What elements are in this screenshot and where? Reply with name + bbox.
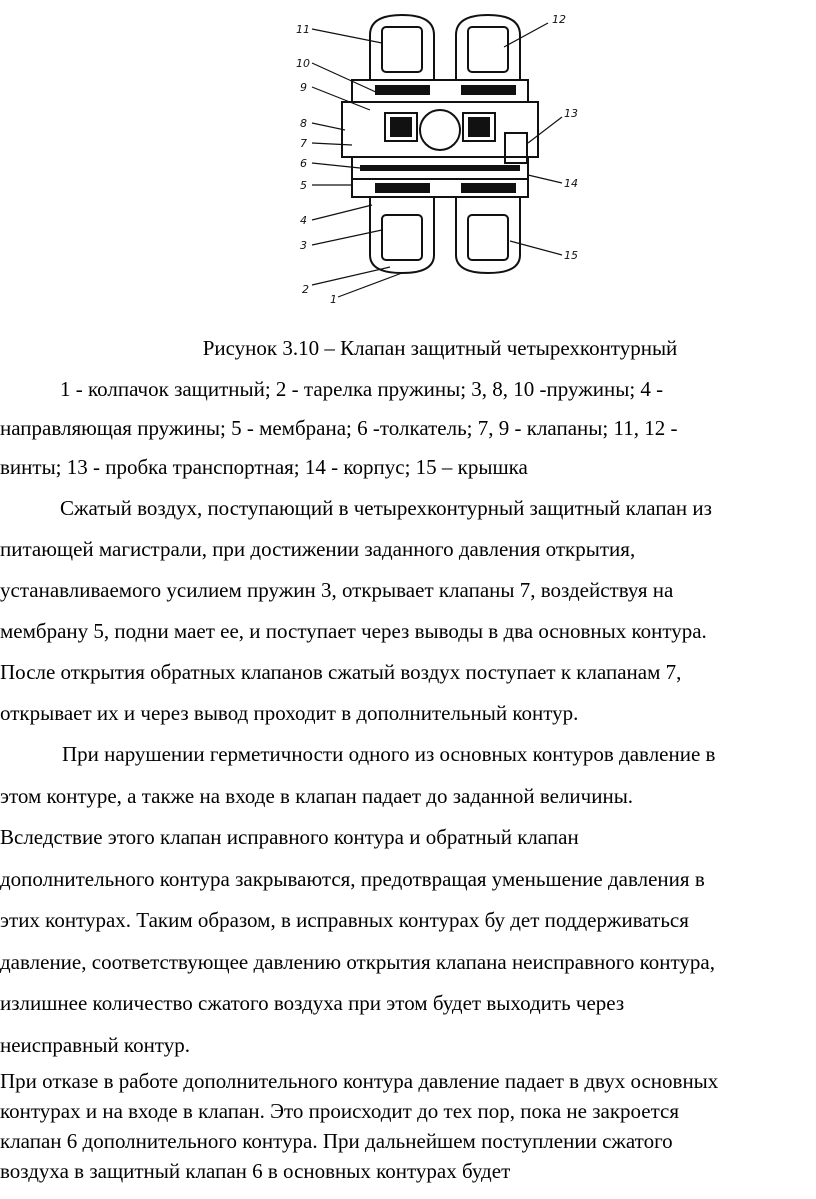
paragraph-1 <box>0 488 712 734</box>
text-line: неисправный контур. <box>0 1032 190 1057</box>
text-line: открывает их и через вывод проходит в дополнительный контур. <box>0 701 579 725</box>
text-line: этих контурах. Таким образом, в исправных контурах бу дет поддерживаться <box>0 908 689 932</box>
figure-label: 4 <box>300 214 307 227</box>
spring-top-right <box>468 27 508 72</box>
figure-label: 14 <box>564 177 578 190</box>
text-line: После открытия обратных клапанов сжатый воздух поступает к клапанам 7, <box>0 660 682 684</box>
text-line: излишнее количество сжатого воздуха при этом будет выходить через <box>0 991 625 1015</box>
text-line: Вследствие этого клапан исправного контура и обратный клапан <box>0 825 579 849</box>
text-line: питающей магистрали, при достижении заданного давления открытия, <box>0 537 636 561</box>
figure-label: 1 <box>330 293 337 305</box>
figure-label: 5 <box>300 179 307 192</box>
spring-top-left <box>382 27 422 72</box>
legend-line: 1 - колпачок защитный; 2 - тарелка пружины; 3, 8, 10 -пружины; 4 - <box>60 377 664 401</box>
figure-label: 11 <box>296 23 310 36</box>
hatch-4 <box>461 183 516 193</box>
figure-label: 7 <box>300 137 307 150</box>
cap-top-right <box>456 15 520 80</box>
text-line: мембрану 5, подни мает ее, и поступает через выводы в два основных контура. <box>0 619 707 643</box>
legend-line: винты; 13 - пробка транспортная; 14 - корпус; 15 – крышка <box>0 455 528 479</box>
center-port <box>420 110 460 150</box>
figure-label: 13 <box>564 107 578 120</box>
valve-drawing <box>290 5 590 305</box>
valve-drawing-svg <box>290 5 590 305</box>
figure-caption: Рисунок 3.10 – Клапан защитный четырехконтурный <box>202 336 678 360</box>
figure-label: 2 <box>302 283 309 296</box>
figure-label: 3 <box>300 239 307 252</box>
valve-left-fill <box>390 117 412 137</box>
valve-right-fill <box>468 117 490 137</box>
text-line: Сжатый воздух, поступающий в четырехконтурный защитный клапан из <box>60 496 712 520</box>
spring-bottom-right <box>468 215 508 260</box>
text-line: давление, соответствующее давлению открытия клапана неисправного контура, <box>0 949 715 974</box>
text-line: При отказе в работе дополнительного контура давление падает в двух основных <box>0 1069 719 1093</box>
transport-plug <box>505 133 527 163</box>
text-line: дополнительного контура закрываются, предотвращая уменьшение давления в <box>0 866 705 891</box>
text-line: устанавливаемого усилием пружин 3, открывает клапаны 7, воздействуя на <box>0 578 674 602</box>
spring-bottom-left <box>382 215 422 260</box>
text-line: контурах и на входе в клапан. Это происходит до тех пор, пока не закроется <box>0 1099 680 1123</box>
cap-bottom-right <box>456 197 520 273</box>
membrane-hatch <box>360 165 520 171</box>
figure-label: 9 <box>300 81 307 94</box>
paragraph-3 <box>0 1066 718 1186</box>
text-line: воздуха в защитный клапан 6 в основных контурах будет <box>0 1159 511 1183</box>
hatch-3 <box>375 183 430 193</box>
figure-legend <box>0 370 677 487</box>
cap-bottom-left <box>370 197 434 273</box>
figure-label: 15 <box>564 249 578 262</box>
cap-top-left <box>370 15 434 80</box>
figure-label: 12 <box>552 13 566 26</box>
hatch-1 <box>375 85 430 95</box>
hatch-2 <box>461 85 516 95</box>
paragraph-2 <box>0 734 715 1066</box>
text-line: клапан 6 дополнительного контура. При дальнейшем поступлении сжатого <box>0 1129 673 1153</box>
figure-label: 6 <box>300 157 307 170</box>
text-line: При нарушении герметичности одного из основных контуров давление в <box>62 742 716 766</box>
text-line: этом контуре, а также на входе в клапан падает до заданной величины. <box>0 783 634 808</box>
figure-label: 8 <box>300 117 307 130</box>
legend-line: направляющая пружины; 5 - мембрана; 6 -толкатель; 7, 9 - клапаны; 11, 12 - <box>0 416 678 440</box>
figure-label: 10 <box>296 57 310 70</box>
